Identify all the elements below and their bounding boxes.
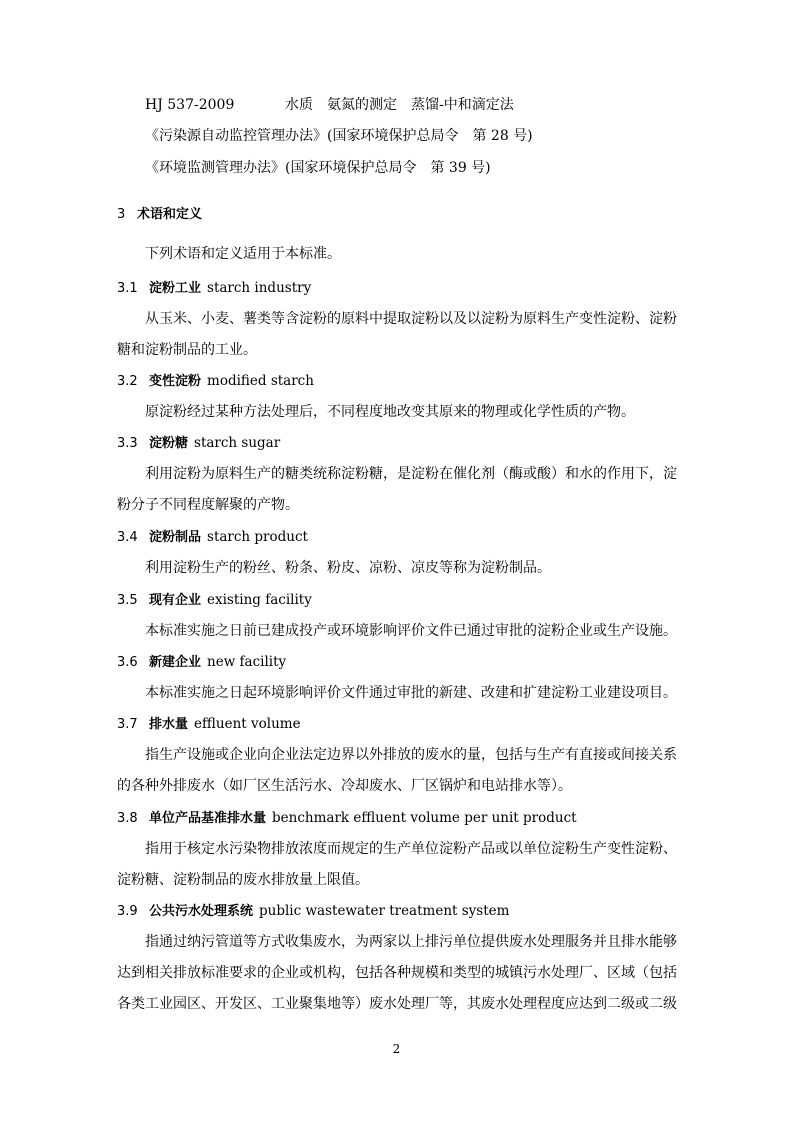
section-intro: 下列术语和定义适用于本标准。 — [145, 246, 341, 262]
term-number: 3.1 — [117, 281, 138, 296]
term-heading — [117, 529, 308, 546]
page-number: 2 — [392, 1042, 401, 1056]
term-definition: 利用淀粉生产的粉丝、粉条、粉皮、凉粉、凉皮等称为淀粉制品。 — [145, 560, 551, 576]
term-zh: 排水量 — [149, 717, 189, 732]
reference-line — [145, 128, 533, 144]
term-number: 3.7 — [117, 717, 138, 732]
term-heading — [117, 435, 280, 452]
reference-line — [145, 97, 514, 113]
term-definition: 达到相关排放标准要求的企业或机构，包括各种规模和类型的城镇污水处理厂、区域（包括 — [117, 965, 677, 981]
term-en: public wastewater treatment system — [259, 903, 510, 919]
reference-line — [145, 160, 491, 176]
term-definition: 各类工业园区、开发区、工业聚集地等）废水处理厂等，其废水处理程度应达到二级或二级 — [117, 996, 677, 1012]
term-heading — [117, 592, 312, 609]
term-heading — [117, 654, 286, 671]
term-heading — [117, 373, 314, 390]
term-zh: 淀粉糖 — [149, 436, 189, 451]
term-zh: 淀粉工业 — [149, 281, 202, 296]
term-en: starch industry — [207, 280, 312, 296]
term-number: 3.8 — [117, 811, 138, 826]
term-definition: 本标准实施之日起环境影响评价文件通过审批的新建、改建和扩建淀粉工业建设项目。 — [145, 685, 677, 701]
reference-code: HJ 537-2009 — [145, 97, 235, 113]
term-en: starch product — [207, 529, 308, 545]
section-title: 术语和定义 — [137, 207, 203, 222]
term-definition: 指用于核定水污染物排放浓度而规定的生产单位淀粉产品或以单位淀粉生产变性淀粉、 — [145, 841, 677, 857]
term-definition: 利用淀粉为原料生产的糖类统称淀粉糖，是淀粉在催化剂（酶或酸）和水的作用下，淀 — [145, 466, 677, 482]
term-en: benchmark effluent volume per unit product — [272, 810, 577, 826]
term-number: 3.4 — [117, 530, 138, 545]
section-number: 3 — [117, 207, 126, 222]
term-en: effluent volume — [194, 716, 301, 732]
term-zh: 现有企业 — [149, 593, 202, 608]
reference-title: 水质 氨氮的测定 蒸馏-中和滴定法 — [285, 97, 514, 113]
term-heading — [117, 716, 301, 733]
term-definition: 本标准实施之日前已建成投产或环境影响评价文件已通过审批的淀粉企业或生产设施。 — [145, 623, 677, 639]
term-zh: 变性淀粉 — [149, 374, 202, 389]
term-zh: 公共污水处理系统 — [149, 904, 254, 919]
term-definition: 原淀粉经过某种方法处理后，不同程度地改变其原来的物理或化学性质的产物。 — [145, 404, 635, 420]
term-number: 3.5 — [117, 593, 138, 608]
term-definition: 的各种外排废水（如厂区生活污水、冷却废水、厂区锅炉和电站排水等）。 — [117, 778, 572, 794]
term-definition: 从玉米、小麦、薯类等含淀粉的原料中提取淀粉以及以淀粉为原料生产变性淀粉、淀粉 — [145, 311, 677, 327]
term-definition: 指生产设施或企业向企业法定边界以外排放的废水的量，包括与生产有直接或间接关系 — [145, 747, 677, 763]
term-zh: 新建企业 — [149, 655, 202, 670]
term-zh: 淀粉制品 — [149, 530, 202, 545]
term-zh: 单位产品基准排水量 — [149, 811, 267, 826]
reference-title: 《环境监测管理办法》(国家环境保护总局令 第 39 号) — [145, 160, 491, 176]
term-en: existing facility — [207, 592, 312, 608]
term-number: 3.2 — [117, 374, 138, 389]
term-definition: 粉分子不同程度解聚的产物。 — [117, 497, 299, 513]
term-definition: 淀粉糖、淀粉制品的废水排放量上限值。 — [117, 872, 369, 888]
term-heading — [117, 280, 311, 297]
term-heading — [117, 810, 577, 827]
term-en: starch sugar — [194, 435, 281, 451]
term-heading — [117, 903, 509, 920]
term-number: 3.6 — [117, 655, 138, 670]
term-number: 3.9 — [117, 904, 138, 919]
term-en: modified starch — [207, 373, 314, 389]
term-number: 3.3 — [117, 436, 138, 451]
reference-title: 《污染源自动监控管理办法》(国家环境保护总局令 第 28 号) — [145, 128, 533, 144]
term-definition: 糖和淀粉制品的工业。 — [117, 342, 257, 358]
section-heading — [117, 207, 202, 223]
term-definition: 指通过纳污管道等方式收集废水，为两家以上排污单位提供废水处理服务并且排水能够 — [145, 934, 677, 950]
term-en: new facility — [207, 654, 287, 670]
